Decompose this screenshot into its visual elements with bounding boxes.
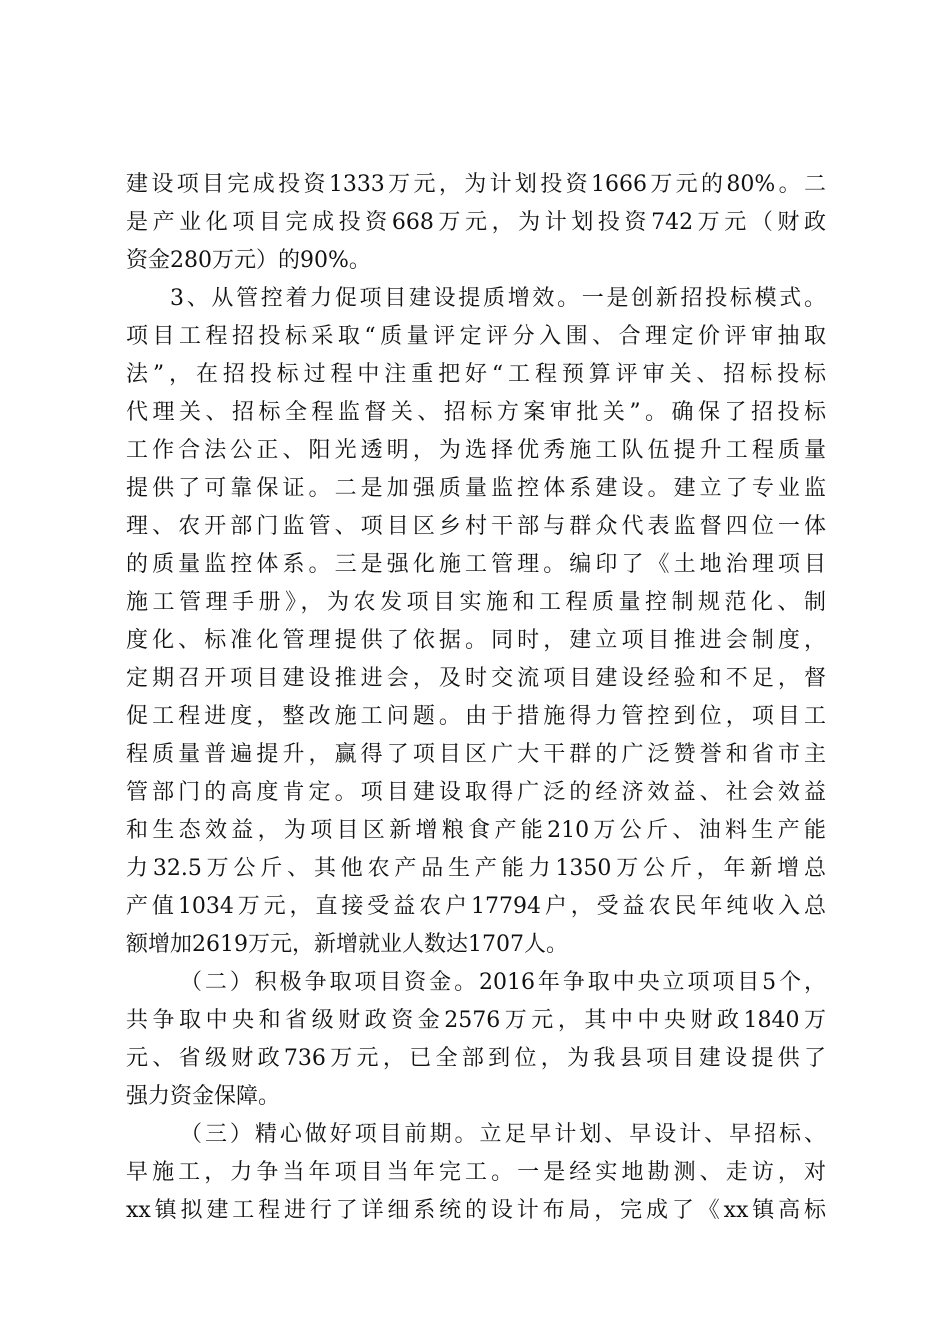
body-text-line: 施工管理手册》，为农发项目实施和工程质量控制规范化、制 bbox=[126, 590, 826, 615]
body-text-line: 额增加2619万元，新增就业人数达1707人。 bbox=[126, 932, 568, 957]
body-text-line: 项目工程招投标采取“质量评定评分入围、合理定价评审抽取 bbox=[126, 324, 826, 349]
body-text-line: 管部门的高度肯定。项目建设取得广泛的经济效益、社会效益 bbox=[126, 780, 826, 805]
section-3b-first-line: （三）精心做好项目前期。立足早计划、早设计、早招标、 bbox=[180, 1122, 826, 1147]
body-text-line: 共争取中央和省级财政资金2576万元，其中中央财政1840万 bbox=[126, 1008, 826, 1033]
body-text-line: 工作合法公正、阳光透明，为选择优秀施工队伍提升工程质量 bbox=[126, 438, 826, 463]
body-text-line: 促工程进度，整改施工问题。由于措施得力管控到位，项目工 bbox=[126, 704, 826, 729]
body-text-line: 法”，在招投标过程中注重把好“工程预算评审关、招标投标 bbox=[126, 362, 826, 387]
body-text-line: 的质量监控体系。三是强化施工管理。编印了《土地治理项目 bbox=[126, 552, 826, 577]
body-text-line: 和生态效益，为项目区新增粮食产能210万公斤、油料生产能 bbox=[126, 818, 826, 843]
body-text-line: 强力资金保障。 bbox=[126, 1084, 281, 1109]
body-text-line: 定期召开项目建设推进会，及时交流项目建设经验和不足，督 bbox=[126, 666, 826, 691]
body-text-line: 度化、标准化管理提供了依据。同时，建立项目推进会制度， bbox=[126, 628, 826, 653]
body-text-line: 产值1034万元，直接受益农户17794户，受益农民年纯收入总 bbox=[126, 894, 826, 919]
body-text-line: 建设项目完成投资1333万元，为计划投资1666万元的80%。二 bbox=[126, 172, 826, 197]
body-text-line: 程质量普遍提升，赢得了项目区广大干群的广泛赞誉和省市主 bbox=[126, 742, 826, 767]
section-3-first-line: 3、从管控着力促项目建设提质增效。一是创新招投标模式。 bbox=[170, 286, 826, 311]
body-text-line: 早施工，力争当年项目当年完工。一是经实地勘测、走访，对 bbox=[126, 1160, 826, 1185]
body-text-line: 资金280万元）的90%。 bbox=[126, 248, 371, 273]
body-text-line: 提供了可靠保证。二是加强质量监控体系建设。建立了专业监 bbox=[126, 476, 826, 501]
body-text-line: xx镇拟建工程进行了详细系统的设计布局，完成了《xx镇高标 bbox=[126, 1198, 826, 1223]
body-text-line: 代理关、招标全程监督关、招标方案审批关”。确保了招投标 bbox=[126, 400, 826, 425]
body-text-line: 理、农开部门监管、项目区乡村干部与群众代表监督四位一体 bbox=[126, 514, 826, 539]
section-2-first-line: （二）积极争取项目资金。2016年争取中央立项项目5个， bbox=[180, 970, 826, 995]
body-text-line: 是产业化项目完成投资668万元，为计划投资742万元（财政 bbox=[126, 210, 826, 235]
body-text-line: 元、省级财政736万元，已全部到位，为我县项目建设提供了 bbox=[126, 1046, 826, 1071]
body-text-line: 力32.5万公斤、其他农产品生产能力1350万公斤，年新增总 bbox=[126, 856, 826, 881]
